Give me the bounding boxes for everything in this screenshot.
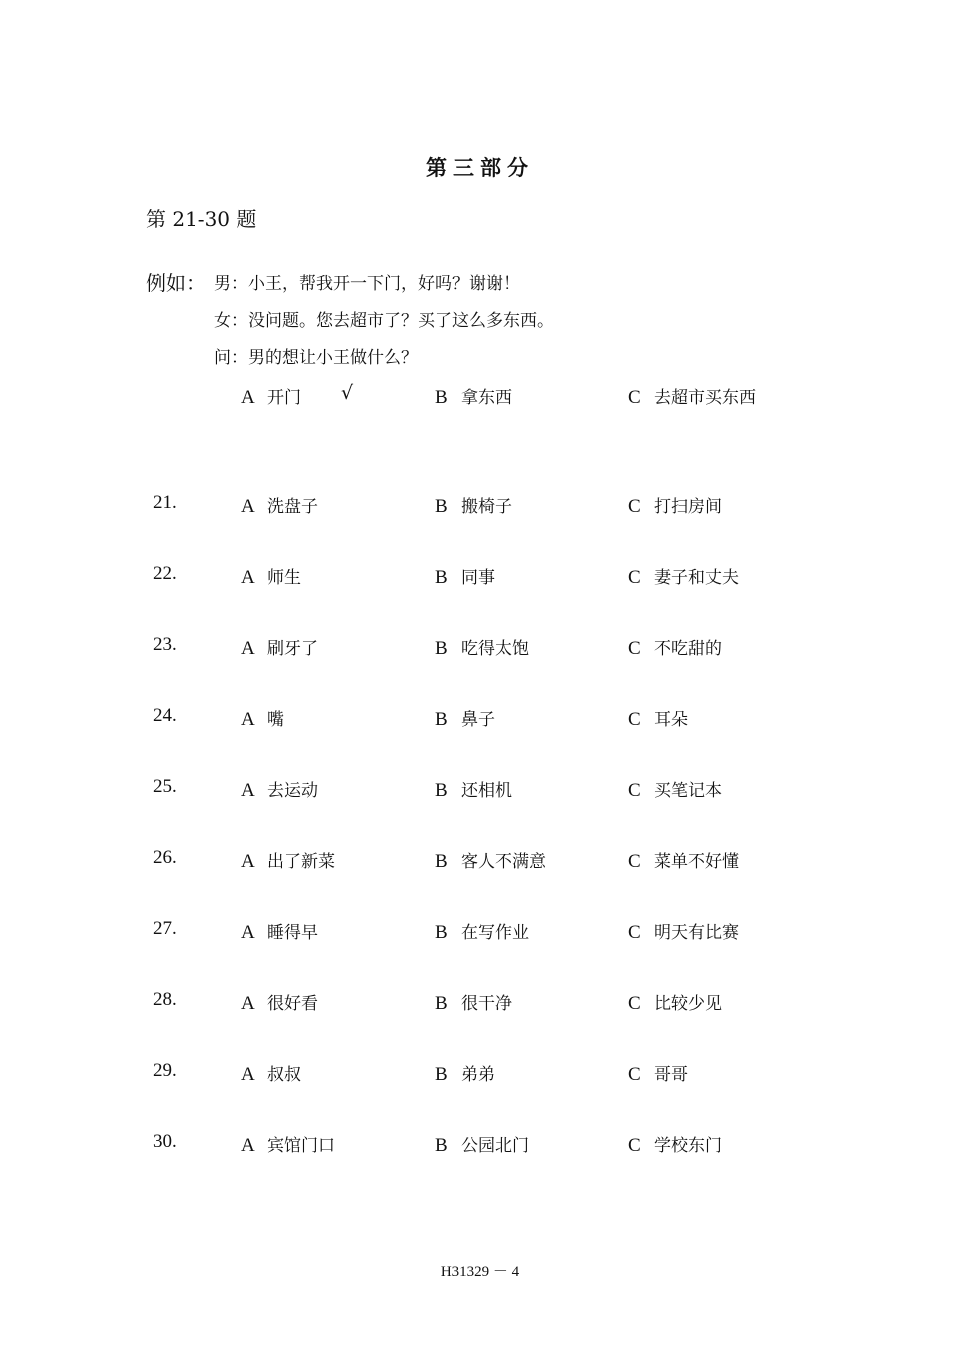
question-option-c (628, 634, 722, 660)
option-text: 开门 (267, 388, 301, 408)
option-text: 哥哥 (654, 1065, 688, 1085)
option-text: 明天有比赛 (654, 923, 739, 943)
check-mark-icon: √ (341, 382, 354, 404)
example-option-c (628, 383, 756, 409)
option-letter: A (241, 709, 255, 730)
option-text: 菜单不好懂 (654, 852, 739, 872)
option-letter: A (241, 567, 255, 588)
option-text: 弟弟 (461, 1065, 495, 1085)
option-text: 在写作业 (461, 923, 529, 943)
question-number: 28. (153, 989, 177, 1010)
example-option-a (241, 383, 301, 409)
option-letter: A (241, 1064, 255, 1085)
option-text: 刷牙了 (267, 639, 318, 659)
option-letter: C (628, 780, 641, 801)
page-title: 第三部分 (426, 155, 534, 180)
section-label: 第 21-30 题 (146, 207, 257, 231)
option-letter: B (435, 780, 448, 801)
option-text: 去运动 (267, 781, 318, 801)
option-text: 宾馆门口 (267, 1136, 335, 1156)
question-option-a (241, 492, 318, 518)
question-option-a (241, 705, 284, 731)
question-option-c (628, 847, 739, 873)
option-letter: B (435, 709, 448, 730)
option-text: 师生 (267, 568, 301, 588)
question-option-b (435, 634, 529, 660)
option-text: 打扫房间 (654, 497, 722, 517)
question-option-c (628, 776, 722, 802)
question-number: 29. (153, 1060, 177, 1081)
option-letter: C (628, 638, 641, 659)
question-number: 25. (153, 776, 177, 797)
option-letter: A (241, 1135, 255, 1156)
option-text: 洗盘子 (267, 497, 318, 517)
option-letter: C (628, 387, 641, 408)
option-letter: B (435, 1135, 448, 1156)
option-text: 耳朵 (654, 710, 688, 730)
example-prefix: 例如： (146, 271, 206, 295)
option-letter: A (241, 922, 255, 943)
question-number: 26. (153, 847, 177, 868)
option-text: 同事 (461, 568, 495, 588)
option-text: 睡得早 (267, 923, 318, 943)
question-option-a (241, 989, 318, 1015)
question-option-b (435, 492, 512, 518)
option-letter: A (241, 780, 255, 801)
option-text: 吃得太饱 (461, 639, 529, 659)
page-footer-code: H31329 － 4 (440, 1264, 520, 1280)
option-letter: B (435, 993, 448, 1014)
option-letter: A (241, 638, 255, 659)
question-option-a (241, 847, 335, 873)
question-number: 23. (153, 634, 177, 655)
option-letter: B (435, 496, 448, 517)
option-letter: C (628, 922, 641, 943)
example-dialogue-man: 男：小王，帮我开一下门，好吗？谢谢！ (214, 274, 520, 294)
option-text: 鼻子 (461, 710, 495, 730)
option-letter: B (435, 387, 448, 408)
example-option-b (435, 383, 512, 409)
question-option-c (628, 563, 739, 589)
question-number: 24. (153, 705, 177, 726)
question-option-b (435, 918, 529, 944)
question-number: 22. (153, 563, 177, 584)
option-text: 叔叔 (267, 1065, 301, 1085)
question-option-a (241, 1131, 335, 1157)
option-text: 客人不满意 (461, 852, 546, 872)
question-option-b (435, 705, 495, 731)
question-number: 27. (153, 918, 177, 939)
option-letter: B (435, 1064, 448, 1085)
question-option-b (435, 1060, 495, 1086)
option-letter: B (435, 922, 448, 943)
question-option-c (628, 705, 688, 731)
question-option-b (435, 563, 495, 589)
example-question: 问：男的想让小王做什么？ (214, 348, 418, 368)
option-text: 嘴 (267, 710, 284, 730)
option-text: 还相机 (461, 781, 512, 801)
question-option-b (435, 776, 512, 802)
option-text: 很干净 (461, 994, 512, 1014)
question-option-a (241, 563, 301, 589)
option-letter: C (628, 567, 641, 588)
example-dialogue-woman: 女：没问题。您去超市了？买了这么多东西。 (214, 311, 554, 331)
question-option-c (628, 1131, 722, 1157)
option-letter: C (628, 496, 641, 517)
option-letter: C (628, 1064, 641, 1085)
option-letter: A (241, 387, 255, 408)
option-text: 出了新菜 (267, 852, 335, 872)
question-option-c (628, 918, 739, 944)
option-letter: B (435, 851, 448, 872)
question-option-a (241, 634, 318, 660)
question-option-c (628, 1060, 688, 1086)
option-text: 学校东门 (654, 1136, 722, 1156)
option-text: 买笔记本 (654, 781, 722, 801)
question-option-c (628, 492, 722, 518)
question-option-a (241, 918, 318, 944)
question-option-c (628, 989, 722, 1015)
question-option-b (435, 989, 512, 1015)
question-option-a (241, 1060, 301, 1086)
option-letter: C (628, 993, 641, 1014)
option-text: 搬椅子 (461, 497, 512, 517)
option-letter: A (241, 496, 255, 517)
question-number: 21. (153, 492, 177, 513)
option-letter: C (628, 851, 641, 872)
option-text: 不吃甜的 (654, 639, 722, 659)
option-letter: A (241, 851, 255, 872)
question-number: 30. (153, 1131, 177, 1152)
option-letter: C (628, 1135, 641, 1156)
option-text: 拿东西 (461, 388, 512, 408)
option-letter: A (241, 993, 255, 1014)
question-option-b (435, 847, 546, 873)
option-text: 很好看 (267, 994, 318, 1014)
option-text: 公园北门 (461, 1136, 529, 1156)
option-text: 妻子和丈夫 (654, 568, 739, 588)
option-letter: B (435, 638, 448, 659)
option-text: 去超市买东西 (654, 388, 756, 408)
option-letter: B (435, 567, 448, 588)
option-text: 比较少见 (654, 994, 722, 1014)
option-letter: C (628, 709, 641, 730)
question-option-b (435, 1131, 529, 1157)
question-option-a (241, 776, 318, 802)
